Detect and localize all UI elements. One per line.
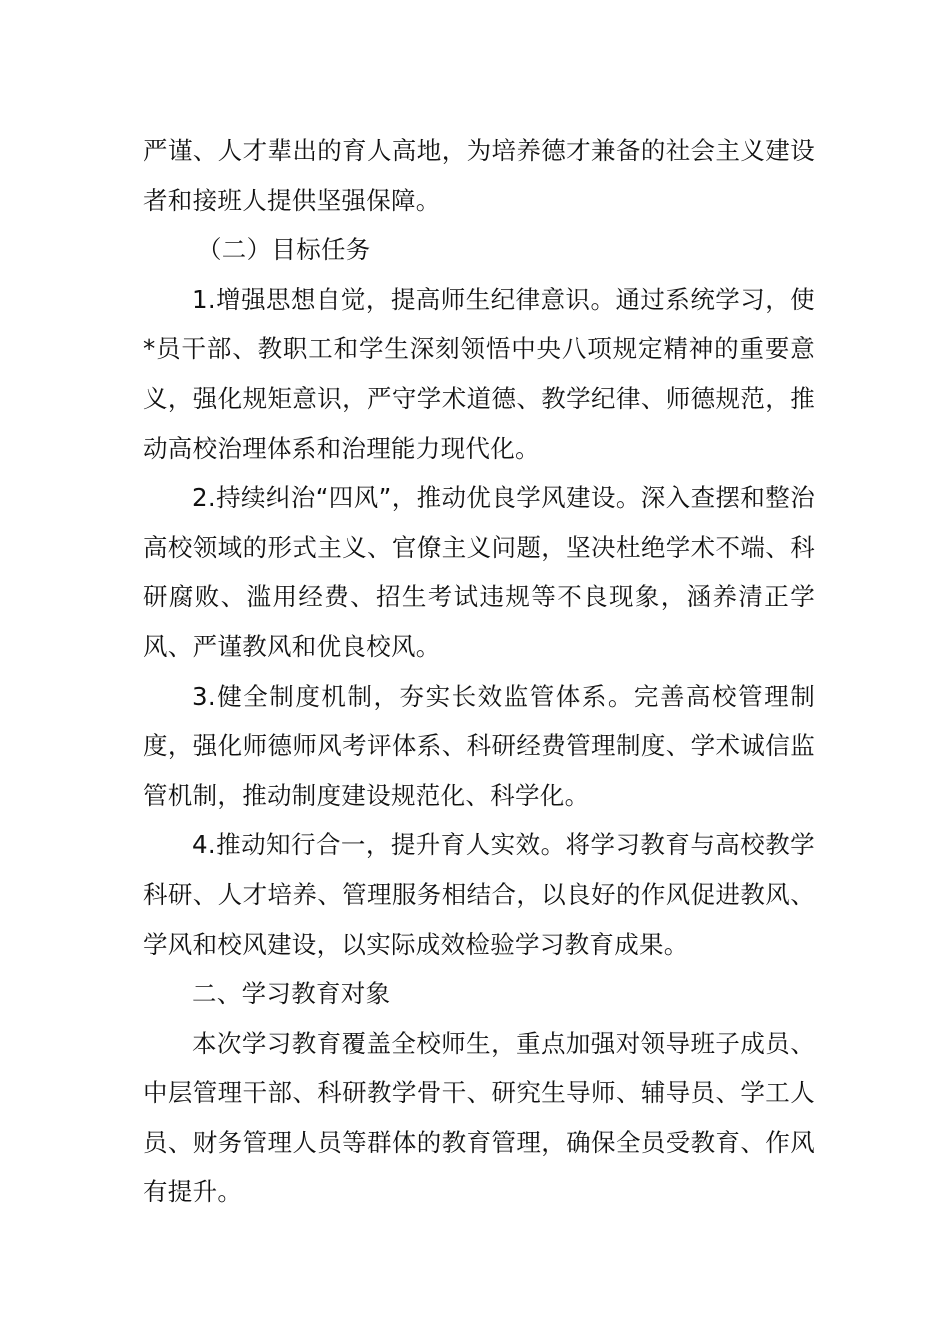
paragraph-goal-1: 1.增强思想自觉，提高师生纪律意识。通过系统学习，使*员干部、教职工和学生深刻领悟中央八项规定精神的重要意义，强化规矩意识，严守学术道德、教学纪律、师德规范，推动高校治理体系和治理能力现代化。 [143,284,815,463]
document-body [143,126,815,1217]
paragraph-goal-3: 3.健全制度机制，夯实长效监管体系。完善高校管理制度，强化师德师风考评体系、科研经费管理制度、学术诚信监管机制，推动制度建设规范化、科学化。 [143,681,815,810]
paragraph-continuation: 严谨、人才辈出的育人高地，为培养德才兼备的社会主义建设者和接班人提供坚强保障。 [143,136,815,215]
paragraph-goal-2: 2.持续纠治“四风”，推动优良学风建设。深入查摆和整治高校领域的形式主义、官僚主义问题，坚决杜绝学术不端、科研腐败、滥用经费、招生考试违规等不良现象，涵养清正学风、严谨教风和优良校风。 [143,483,815,661]
paragraph-goal-4: 4.推动知行合一，提升育人实效。将学习教育与高校教学科研、人才培养、管理服务相结合，以良好的作风促进教风、学风和校风建设，以实际成效检验学习教育成果。 [143,830,815,959]
subheading-goals: （二）目标任务 [197,235,371,265]
section-heading-audience: 二、学习教育对象 [192,979,391,1009]
paragraph-audience: 本次学习教育覆盖全校师生，重点加强对领导班子成员、中层管理干部、科研教学骨干、研究生导师、辅导员、学工人员、财务管理人员等群体的教育管理，确保全员受教育、作风有提升。 [143,1028,815,1207]
